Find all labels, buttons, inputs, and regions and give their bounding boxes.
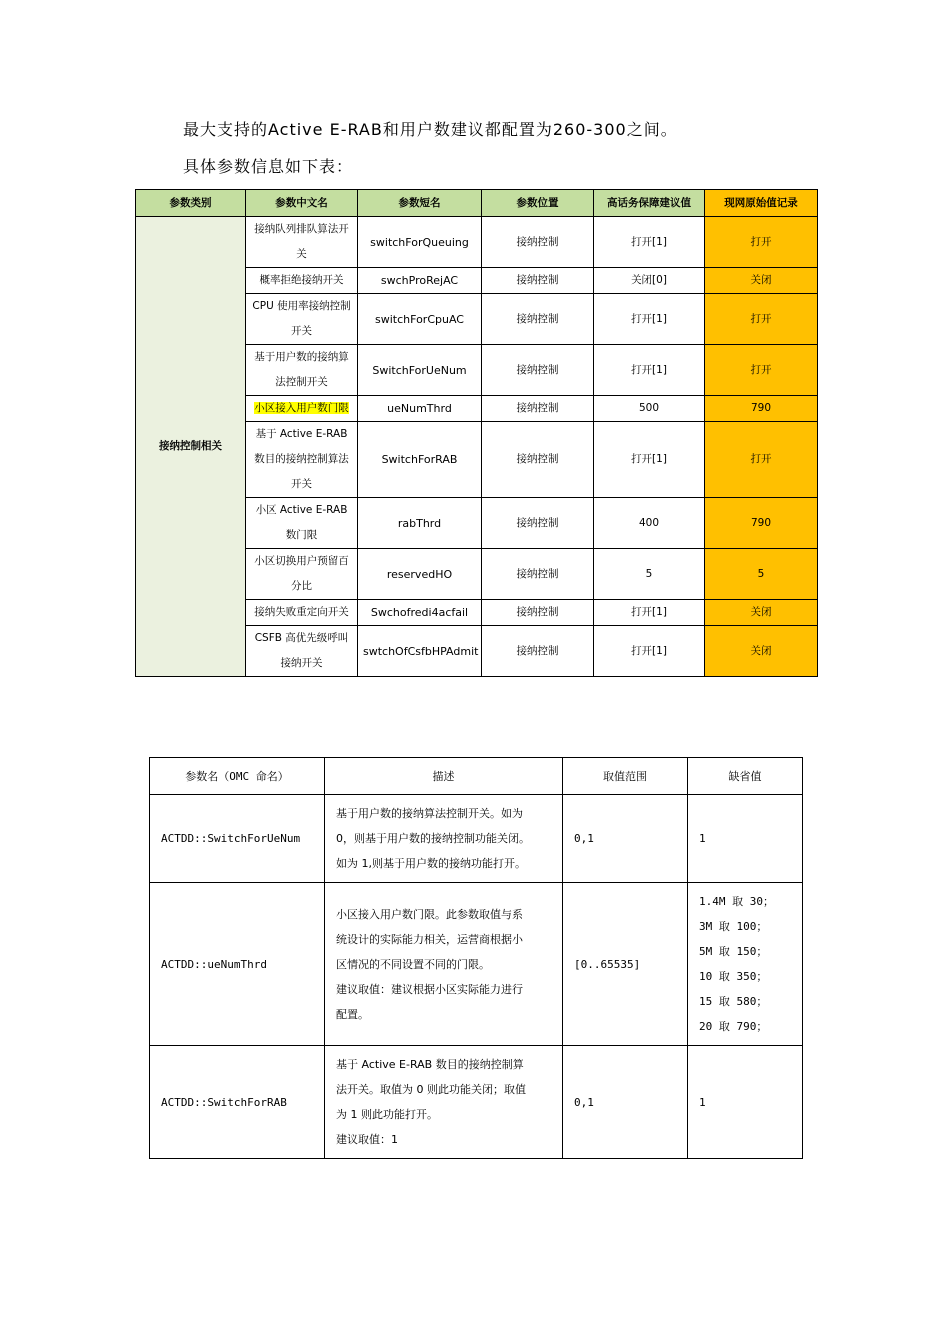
original-cell: 关闭 — [705, 626, 818, 677]
header-original: 现网原始值记录 — [705, 190, 818, 217]
description-line: 如为 1,则基于用户数的接纳功能打开。 — [336, 857, 526, 870]
short-name-cell: switchForCpuAC — [358, 294, 482, 345]
recommended-cell: 打开[1] — [594, 626, 705, 677]
cn-name-cell: CPU 使用率接纳控制开关 — [246, 294, 358, 345]
header-description: 描述 — [325, 758, 563, 795]
default-line: 1.4M 取 30； — [699, 895, 774, 908]
default-line: 5M 取 150； — [699, 945, 768, 958]
position-cell: 接纳控制 — [482, 396, 594, 422]
omc-parameter-table — [149, 757, 803, 1159]
header-value-range: 取值范围 — [563, 758, 688, 795]
position-cell: 接纳控制 — [482, 217, 594, 268]
position-cell: 接纳控制 — [482, 268, 594, 294]
recommended-cell: 打开[1] — [594, 217, 705, 268]
description-line: 区情况的不同设置不同的门限。 — [336, 957, 490, 971]
original-cell: 打开 — [705, 294, 818, 345]
description-line: 建议取值：建议根据小区实际能力进行 — [336, 982, 523, 996]
recommended-cell: 打开[1] — [594, 422, 705, 498]
omc-name-cell: ACTDD::ueNumThrd — [150, 883, 325, 1046]
description-line: 0，则基于用户数的接纳控制功能关闭。 — [336, 832, 530, 845]
original-cell: 关闭 — [705, 600, 818, 626]
cn-name-cell: 接纳队列排队算法开关 — [246, 217, 358, 268]
header-omc-name: 参数名（OMC 命名） — [150, 758, 325, 795]
header-cn-name: 参数中文名 — [246, 190, 358, 217]
table-header-row — [136, 190, 818, 217]
header-recommended: 高话务保障建议值 — [594, 190, 705, 217]
short-name-cell: reservedHO — [358, 549, 482, 600]
position-cell: 接纳控制 — [482, 294, 594, 345]
recommended-cell: 5 — [594, 549, 705, 600]
original-cell: 关闭 — [705, 268, 818, 294]
default-line: 20 取 790； — [699, 1020, 768, 1033]
short-name-cell: Swchofredi4acfail — [358, 600, 482, 626]
description-line: 配置。 — [336, 1007, 369, 1021]
recommended-cell: 500 — [594, 396, 705, 422]
recommended-cell: 打开[1] — [594, 345, 705, 396]
short-name-cell: swchProRejAC — [358, 268, 482, 294]
description-line: 小区接入用户数门限。此参数取值与系 — [336, 907, 523, 921]
recommended-cell: 打开[1] — [594, 600, 705, 626]
position-cell: 接纳控制 — [482, 498, 594, 549]
header-short-name: 参数短名 — [358, 190, 482, 217]
intro-paragraph-2: 具体参数信息如下表： — [183, 157, 354, 176]
default-line: 15 取 580； — [699, 995, 768, 1008]
recommended-cell: 打开[1] — [594, 294, 705, 345]
original-cell: 790 — [705, 396, 818, 422]
highlighted-text: 小区接入用户数门限 — [254, 402, 349, 414]
default-value-cell — [688, 1046, 803, 1159]
table-header-row — [150, 758, 803, 795]
category-cell: 接纳控制相关 — [136, 217, 246, 677]
original-cell: 打开 — [705, 345, 818, 396]
value-range-cell: 0,1 — [563, 795, 688, 883]
cn-name-cell: 小区切换用户预留百分比 — [246, 549, 358, 600]
description-line: 法开关。取值为 0 则此功能关闭；取值 — [336, 1083, 526, 1096]
cn-name-cell: 基于用户数的接纳算法控制开关 — [246, 345, 358, 396]
short-name-cell: rabThrd — [358, 498, 482, 549]
position-cell: 接纳控制 — [482, 345, 594, 396]
intro-paragraph-1: 最大支持的Active E-RAB和用户数建议都配置为260-300之间。 — [183, 120, 678, 139]
cn-name-cell — [246, 396, 358, 422]
position-cell: 接纳控制 — [482, 422, 594, 498]
cn-name-cell: 基于 Active E-RAB 数目的接纳控制算法开关 — [246, 422, 358, 498]
original-cell: 打开 — [705, 422, 818, 498]
position-cell: 接纳控制 — [482, 600, 594, 626]
omc-name-cell: ACTDD::SwitchForRAB — [150, 1046, 325, 1159]
description-cell — [325, 1046, 563, 1159]
recommended-cell: 关闭[0] — [594, 268, 705, 294]
cn-name-cell: 接纳失败重定向开关 — [246, 600, 358, 626]
description-line: 为 1 则此功能打开。 — [336, 1108, 438, 1121]
short-name-cell: SwitchForRAB — [358, 422, 482, 498]
recommended-cell: 400 — [594, 498, 705, 549]
table-row — [150, 795, 803, 883]
table-row — [150, 1046, 803, 1159]
short-name-cell: SwitchForUeNum — [358, 345, 482, 396]
value-range-cell: 0,1 — [563, 1046, 688, 1159]
cn-name-cell: CSFB 高优先级呼叫接纳开关 — [246, 626, 358, 677]
description-line: 建议取值：1 — [336, 1133, 398, 1146]
description-line: 基于 Active E-RAB 数目的接纳控制算 — [336, 1058, 524, 1071]
table-row — [150, 883, 803, 1046]
original-cell: 790 — [705, 498, 818, 549]
default-line: 10 取 350； — [699, 970, 768, 983]
header-category: 参数类别 — [136, 190, 246, 217]
original-cell: 5 — [705, 549, 818, 600]
short-name-cell: swtchOfCsfbHPAdmit — [358, 626, 482, 677]
omc-name-cell: ACTDD::SwitchForUeNum — [150, 795, 325, 883]
table-row — [136, 217, 818, 268]
default-line: 3M 取 100； — [699, 920, 768, 933]
short-name-cell: switchForQueuing — [358, 217, 482, 268]
parameter-table — [135, 189, 818, 677]
description-line: 基于用户数的接纳算法控制开关。如为 — [336, 807, 523, 820]
position-cell: 接纳控制 — [482, 626, 594, 677]
position-cell: 接纳控制 — [482, 549, 594, 600]
original-cell: 打开 — [705, 217, 818, 268]
header-position: 参数位置 — [482, 190, 594, 217]
value-range-cell: [0..65535] — [563, 883, 688, 1046]
description-cell — [325, 883, 563, 1046]
header-default-value: 缺省值 — [688, 758, 803, 795]
default-line: 1 — [699, 832, 706, 845]
default-value-cell — [688, 883, 803, 1046]
short-name-cell: ueNumThrd — [358, 396, 482, 422]
description-cell — [325, 795, 563, 883]
default-line: 1 — [699, 1095, 706, 1109]
default-value-cell — [688, 795, 803, 883]
cn-name-cell: 小区 Active E-RAB 数门限 — [246, 498, 358, 549]
description-line: 统设计的实际能力相关，运营商根据小 — [336, 932, 523, 946]
cn-name-cell: 概率拒绝接纳开关 — [246, 268, 358, 294]
